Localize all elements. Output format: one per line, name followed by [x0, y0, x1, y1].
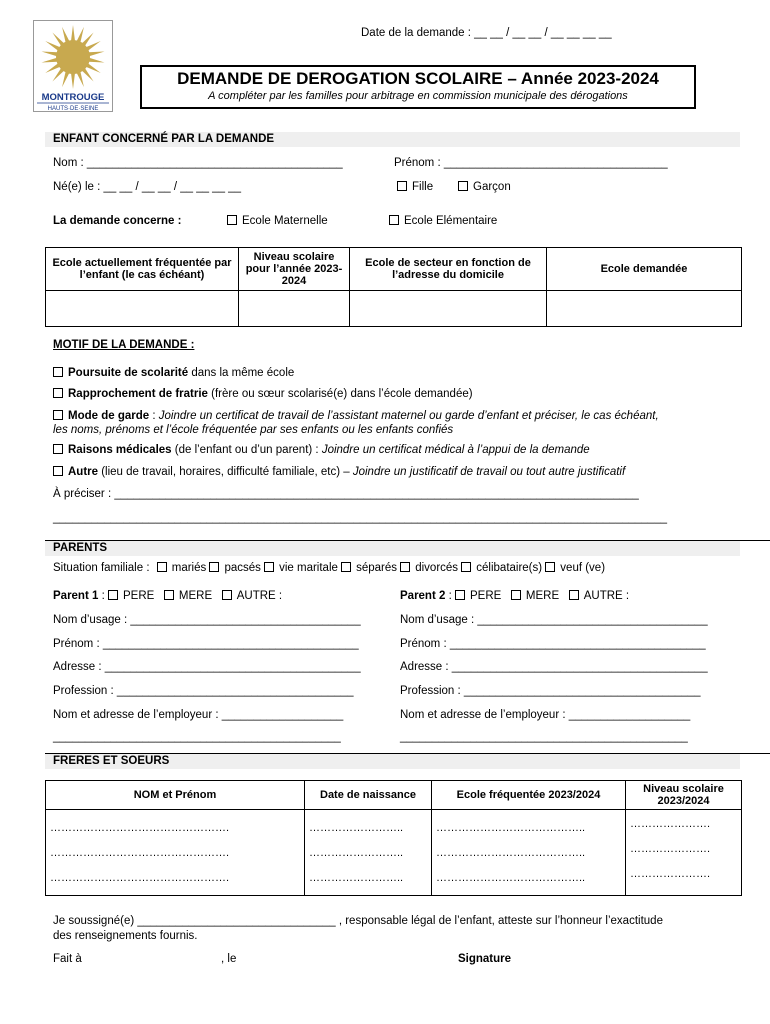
parent2-employeur-line2[interactable]: _____________________________________________ — [400, 731, 688, 743]
checkbox-box[interactable] — [455, 590, 465, 600]
parent2-adresse[interactable]: Adresse : ________________________________________ — [400, 661, 708, 673]
parent2-prenom[interactable]: Prénom : ________________________________________ — [400, 638, 706, 650]
motif-garde-line2: les noms, prénoms et l’école fréquentée par ses enfants ou les enfants confiés — [53, 424, 454, 436]
option-label: pacsés — [224, 562, 261, 574]
parent2-nom-usage[interactable]: Nom d’usage : ____________________________________ — [400, 614, 708, 626]
attestation-text-line2: des renseignements fournis. — [53, 930, 198, 942]
motif-label: Rapprochement de fratrie — [68, 388, 208, 400]
motif-text: (de l’enfant ou d’un parent) : — [171, 444, 322, 456]
table-header-cell: NOM et Prénom — [46, 781, 305, 810]
situation-option[interactable] — [264, 562, 338, 574]
table-header-cell: Niveau scolaire pour l’année 2023-2024 — [239, 248, 350, 291]
montrouge-logo — [33, 20, 113, 112]
option-label: MERE — [525, 590, 560, 602]
logo-subtext: HAUTS·DE·SEINE — [47, 106, 99, 112]
logo-text: MONTROUGE — [41, 92, 105, 103]
fait-a-field[interactable]: Fait à — [53, 953, 82, 965]
motif-label: Autre — [68, 466, 99, 478]
checkbox-box[interactable] — [222, 590, 232, 600]
motif-text: (frère ou sœur scolarisé(e) dans l’école demandée) — [207, 388, 473, 400]
parent1-employeur-line2[interactable]: _____________________________________________ — [53, 731, 341, 743]
role-option[interactable] — [222, 590, 282, 602]
form-title-box — [140, 65, 696, 109]
motif-label: Raisons médicales — [68, 444, 172, 456]
role-option[interactable] — [164, 590, 212, 602]
section-heading-freres: FRERES ET SOEURS — [45, 754, 740, 769]
table-header-row — [46, 781, 742, 810]
checkbox-box[interactable] — [397, 181, 407, 191]
parent2-employeur[interactable]: Nom et adresse de l’employeur : ___________________ — [400, 709, 691, 721]
motif-item-garde[interactable] — [53, 410, 659, 422]
parent2-profession[interactable]: Profession : _____________________________________ — [400, 685, 701, 697]
checkbox-box[interactable] — [53, 444, 63, 454]
child-lastname-field[interactable]: Nom : ________________________________________ — [53, 157, 343, 169]
motif-label: Poursuite de scolarité — [68, 367, 189, 379]
table-header-cell: Ecole demandée — [547, 248, 742, 291]
situation-option[interactable] — [157, 562, 207, 574]
motif-text: dans la même école — [188, 367, 295, 379]
parent1-role: Parent 1 : PERE MERE AUTRE : — [53, 590, 283, 602]
request-date-field[interactable]: Date de la demande : __ __ / __ __ / __ __ __ __ — [361, 27, 612, 39]
table-header-cell: Ecole de secteur en fonction de l’adresse du domicile — [350, 248, 547, 291]
option-label: divorcés — [415, 562, 459, 574]
checkbox-box[interactable] — [53, 367, 63, 377]
option-label: vie maritale — [279, 562, 338, 574]
checkbox-box[interactable] — [164, 590, 174, 600]
siblings-table — [45, 780, 742, 896]
motif-text: : — [149, 410, 159, 422]
motif-italic-text: Joindre un certificat médical à l’appui de la demande — [321, 444, 590, 456]
section-heading-motif: MOTIF DE LA DEMANDE : — [53, 339, 195, 351]
checkbox-box[interactable] — [157, 562, 167, 572]
preciser-field-line2[interactable]: ________________________________________________________________________________________________ — [53, 512, 667, 524]
situation-familiale — [53, 562, 605, 574]
form-title: DEMANDE DE DEROGATION SCOLAIRE – Année 2023-2024 — [177, 69, 659, 88]
child-firstname-field[interactable]: Prénom : ___________________________________ — [394, 157, 668, 169]
option-label: MERE — [178, 590, 213, 602]
demande-concerne-label: La demande concerne : — [53, 215, 182, 227]
role-option[interactable] — [108, 590, 154, 602]
motif-italic-text: Joindre un justificatif de travail ou tout autre justificatif — [352, 466, 626, 478]
option-label: PERE — [469, 590, 502, 602]
checkbox-box[interactable] — [341, 562, 351, 572]
checkbox-box[interactable] — [569, 590, 579, 600]
checkbox-maternelle[interactable] — [227, 215, 328, 227]
checkbox-box[interactable] — [53, 466, 63, 476]
motif-label: Mode de garde — [68, 410, 150, 422]
sibling-schools-cell[interactable]: ………………………………….. ………………………………….. ………………………………….. — [432, 810, 626, 896]
sibling-names-cell[interactable]: …………………………………………. …………………………………………. …………………………………………. — [46, 810, 305, 896]
table-header-cell: Date de naissance — [305, 781, 432, 810]
checkbox-label: Ecole Maternelle — [242, 215, 328, 227]
date-le-field[interactable]: , le — [221, 953, 237, 965]
option-label: mariés — [171, 562, 207, 574]
parent1-label: Parent 1 — [53, 590, 99, 602]
checkbox-box[interactable] — [400, 562, 410, 572]
table-header-cell: Ecole fréquentée 2023/2024 — [432, 781, 626, 810]
option-label: PERE — [122, 590, 155, 602]
parent2-role: Parent 2 : PERE MERE AUTRE : — [400, 590, 630, 602]
signature-label: Signature — [458, 953, 512, 965]
checkbox-box[interactable] — [458, 181, 468, 191]
checkbox-fille[interactable] — [397, 181, 433, 193]
attestation-text[interactable]: Je soussigné(e) _______________________________ , responsable légal de l’enfant, atteste sur l’honneur l’exactitude — [53, 915, 663, 927]
option-label: séparés — [356, 562, 398, 574]
checkbox-elementaire[interactable] — [389, 215, 497, 227]
situation-option[interactable] — [545, 562, 605, 574]
motif-item-autre[interactable] — [53, 466, 625, 478]
motif-text: (lieu de travail, horaires, difficulté familiale, etc) – — [98, 466, 353, 478]
checkbox-box[interactable] — [264, 562, 274, 572]
table-header-cell: Ecole actuellement fréquentée par l’enfant (le cas échéant) — [46, 248, 239, 291]
section-heading-enfant: ENFANT CONCERNÉ PAR LA DEMANDE — [45, 132, 740, 147]
checkbox-garcon[interactable] — [458, 181, 511, 193]
checkbox-box[interactable] — [511, 590, 521, 600]
child-birthdate-field[interactable]: Né(e) le : __ __ / __ __ / __ __ __ __ — [53, 181, 241, 193]
checkbox-box[interactable] — [389, 215, 399, 225]
role-option[interactable] — [455, 590, 501, 602]
situation-option[interactable] — [341, 562, 397, 574]
checkbox-box[interactable] — [227, 215, 237, 225]
motif-italic-text: Joindre un certificat de travail de l’assistant maternel ou garde d’enfant et préciser, le cas échéant, — [158, 410, 659, 422]
table-header-row — [46, 248, 742, 291]
checkbox-box[interactable] — [209, 562, 219, 572]
parent1-nom-usage[interactable]: Nom d’usage : ____________________________________ — [53, 614, 361, 626]
checkbox-box[interactable] — [108, 590, 118, 600]
table-row — [46, 291, 742, 327]
role-option[interactable] — [569, 590, 629, 602]
option-label: AUTRE : — [236, 590, 283, 602]
sibling-levels-cell[interactable]: …………………. …………………. …………………. — [626, 810, 742, 896]
parent1-employeur[interactable]: Nom et adresse de l’employeur : ___________________ — [53, 709, 344, 721]
parent1-profession[interactable]: Profession : _____________________________________ — [53, 685, 354, 697]
table-input-cell[interactable] — [239, 291, 350, 327]
preciser-field[interactable]: À préciser : __________________________________________________________________________________ — [53, 488, 639, 500]
option-label: AUTRE : — [583, 590, 630, 602]
situation-option[interactable] — [461, 562, 542, 574]
parent2-label: Parent 2 — [400, 590, 446, 602]
motif-item-scolarite[interactable] — [53, 367, 294, 379]
situation-option[interactable] — [400, 562, 458, 574]
table-input-cell[interactable] — [547, 291, 742, 327]
checkbox-box[interactable] — [545, 562, 555, 572]
table-input-cell[interactable] — [350, 291, 547, 327]
checkbox-box[interactable] — [53, 388, 63, 398]
parent1-adresse[interactable]: Adresse : ________________________________________ — [53, 661, 361, 673]
option-label: célibataire(s) — [476, 562, 543, 574]
table-row — [46, 810, 742, 896]
form-subtitle: A compléter par les familles pour arbitrage en commission municipale des dérogations — [208, 90, 628, 102]
checkbox-label: Ecole Elémentaire — [404, 215, 498, 227]
situation-option[interactable] — [209, 562, 260, 574]
situation-label: Situation familiale : — [53, 562, 150, 574]
checkbox-label: Garçon — [473, 181, 511, 193]
table-header-cell: Niveau scolaire 2023/2024 — [626, 781, 742, 810]
parent1-prenom[interactable]: Prénom : ________________________________________ — [53, 638, 359, 650]
section-heading-parents: PARENTS — [45, 541, 740, 556]
motif-item-fratrie[interactable] — [53, 388, 473, 400]
table-input-cell[interactable] — [46, 291, 239, 327]
checkbox-label: Fille — [412, 181, 434, 193]
motif-item-medical[interactable] — [53, 444, 590, 456]
checkbox-box[interactable] — [53, 410, 63, 420]
option-label: veuf (ve) — [560, 562, 606, 574]
role-option[interactable] — [511, 590, 559, 602]
sibling-dates-cell[interactable]: …………………….. …………………….. …………………….. — [305, 810, 432, 896]
checkbox-box[interactable] — [461, 562, 471, 572]
school-table — [45, 247, 742, 327]
